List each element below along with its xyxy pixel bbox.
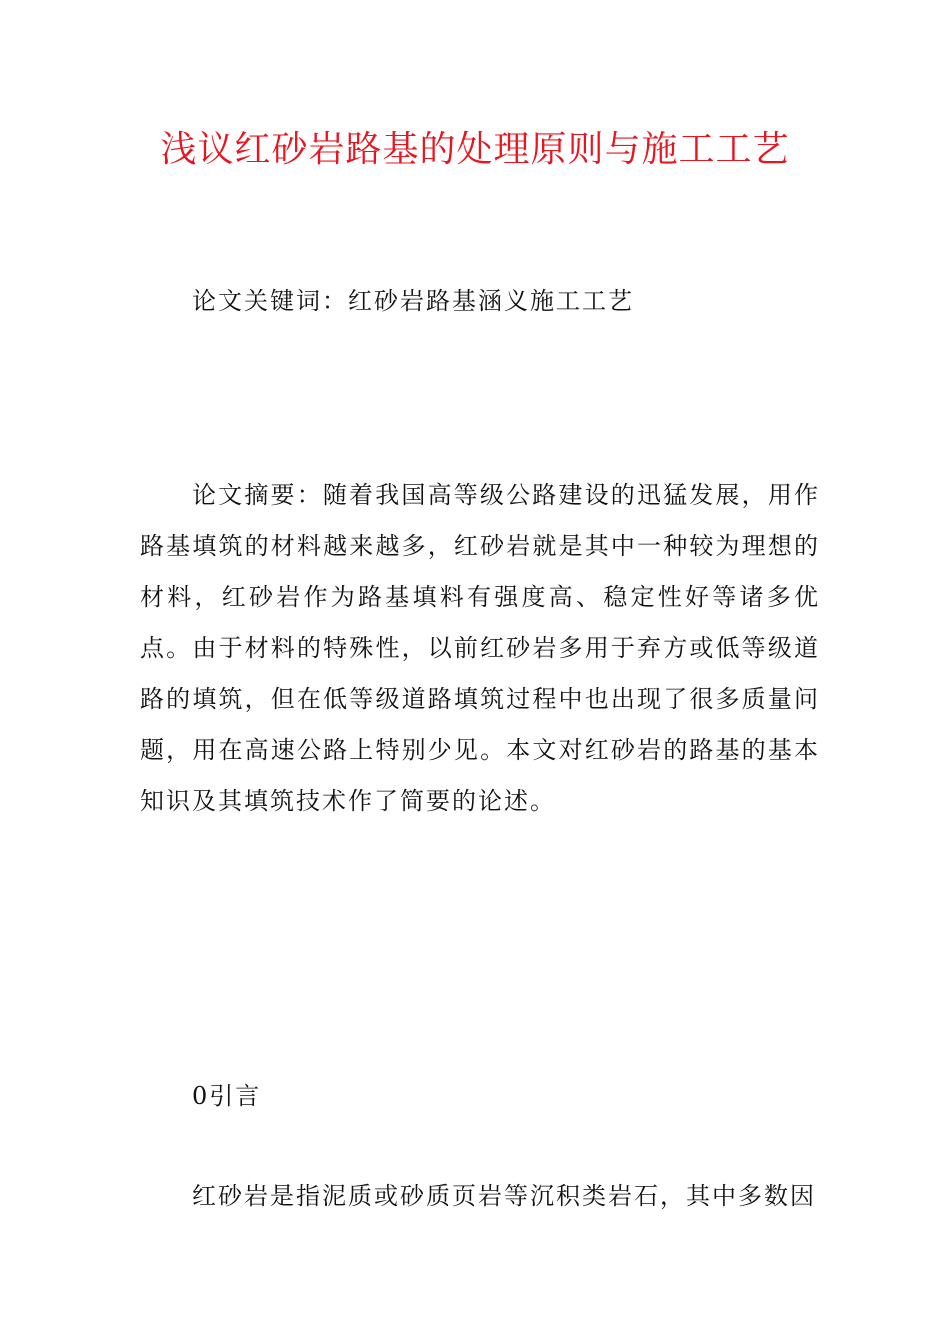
intro-paragraph: 红砂岩是指泥质或砂质页岩等沉积类岩石，其中多数因 (192, 1182, 816, 1210)
section-heading: 0引言 (192, 1082, 262, 1110)
keywords-paragraph: 论文关键词：红砂岩路基涵义施工工艺 (192, 287, 634, 315)
abstract-paragraph: 论文摘要：随着我国高等级公路建设的迅猛发展，用作路基填筑的材料越来越多，红砂岩就是其中一种较为理想的材料，红砂岩作为路基填料有强度高、稳定性好等诸多优点。由于材料的特殊性，以前红砂岩多用于弃方或低等级道路的填筑，但在低等级道路填筑过程中也出现了很多质量问题，用在高速公路上特别少见。本文对红砂岩的路基的基本知识及其填筑技术作了简要的论述。 (140, 481, 820, 815)
document-title: 浅议红砂岩路基的处理原则与施工工艺 (160, 129, 790, 170)
